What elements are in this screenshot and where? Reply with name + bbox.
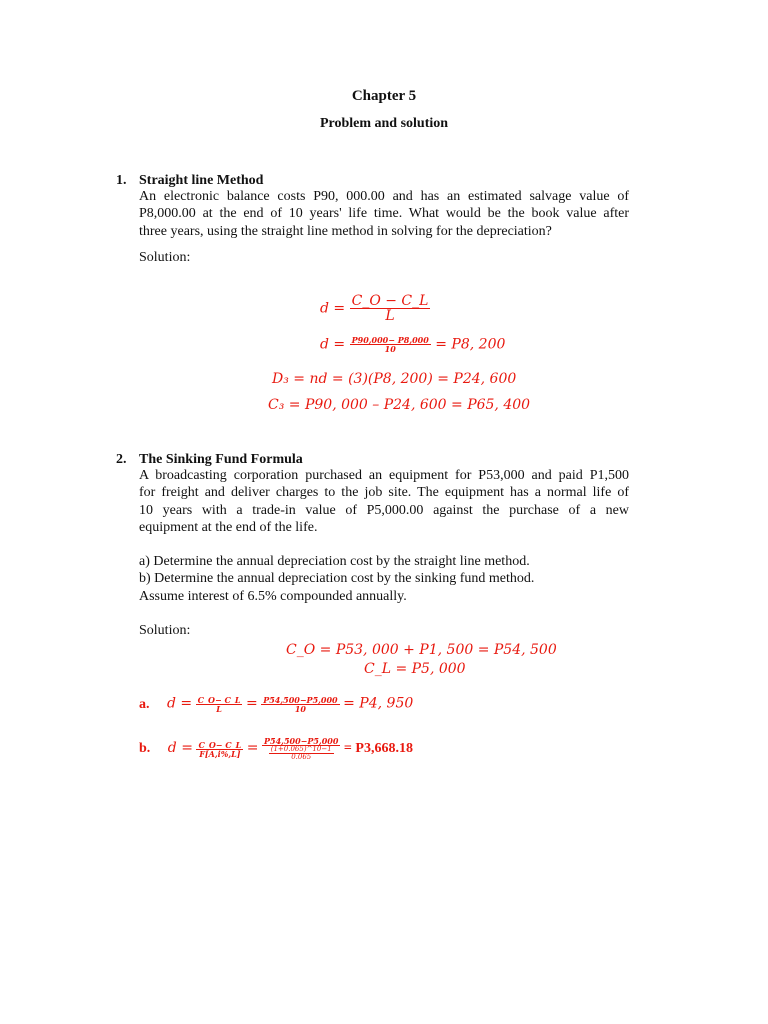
eq2-fraction (350, 336, 431, 353)
equation-salvage-value: C_L = P5, 000 (364, 661, 466, 677)
section-1-heading (116, 173, 263, 189)
equation-first-cost: C_O = P53, 000 + P1, 500 = P54, 500 (286, 642, 557, 658)
part-b-label: b. (139, 741, 151, 757)
part-b-inner-den: 0.065 (291, 753, 312, 761)
part-b-result: = P3,668.18 (343, 741, 413, 757)
eq2-numerator: P90,000− P8,000 (351, 335, 429, 345)
eq1-fraction (350, 294, 431, 323)
section-1-title: Straight line Method (139, 173, 264, 188)
part-a-result: = P4, 950 (343, 695, 414, 712)
part-b-lhs: d = (167, 740, 193, 757)
page-subtitle: Problem and solution (319, 116, 449, 131)
paragraph-line: An electronic balance costs P90, 000.00 and has an estimated salvage value of (139, 189, 629, 204)
eq1-denominator: L (385, 308, 395, 324)
page-title: Chapter 5 (351, 88, 417, 104)
section-2-title: The Sinking Fund Formula (139, 452, 303, 467)
eq2-denominator: 10 (384, 344, 396, 354)
part-a-num-1: C_O− C_L (197, 695, 241, 705)
question-line: Assume interest of 6.5% compounded annually. (139, 588, 407, 604)
part-b-num-1: C_O− C_L (198, 739, 242, 750)
eq2-lhs: d = (320, 336, 346, 353)
equation-depreciation-value (320, 336, 505, 353)
section-2-questions (139, 553, 629, 605)
part-a-equation: a. d = $\frac{C\_O- C\_L}{L}$ = $\frac{P54,500-P5,000}{10}$ = P4, 950 (139, 695, 414, 714)
part-b-equation: b. d = $\frac{C\_O- C\_L}{F[A,i\%,L]}$ = $\frac{P54,500-P5,000}{\frac{(1+0.065)\^{}10-1}{0.065}}$ = P3,668.18 (139, 736, 413, 761)
question-line: a) Determine the annual depreciation cost by the straight line method. (139, 554, 530, 569)
part-b-num-2: P54,500−P5,000 (264, 736, 339, 746)
section-1-paragraph (139, 188, 629, 240)
equation-depreciation-formula (320, 294, 430, 323)
part-b-fraction-2 (262, 737, 340, 761)
paragraph-line: A broadcasting corporation purchased an equipment for P53,000 and paid P1,500 (139, 468, 629, 483)
section-2-solution-label: Solution: (139, 623, 191, 638)
paragraph-line: three years, using the straight line method in solving for the depreciation? (139, 223, 552, 239)
part-a-lhs: d = (167, 695, 193, 712)
part-b-den-2 (262, 746, 340, 761)
part-a-den-2: 10 (294, 704, 306, 714)
paragraph-line: equipment at the end of the life. (139, 519, 318, 535)
part-a-fraction-2 (261, 696, 339, 713)
section-2-paragraph (139, 467, 629, 536)
part-b-inner-fraction (269, 746, 334, 761)
section-2-heading (116, 452, 303, 468)
part-b-den-1: F[A,i%,L] (199, 748, 241, 759)
paragraph-line: 10 years with a trade-in value of P5,000.00 against the purchase of a new (139, 502, 629, 518)
section-1-solution-label: Solution: (139, 250, 191, 265)
paragraph-line: for freight and deliver charges to the job site. The equipment has a normal life of (139, 485, 629, 501)
question-line: b) Determine the annual depreciation cost by the sinking fund method. (139, 571, 535, 587)
eq1-lhs: d = (320, 300, 346, 317)
part-a-num-2: P54,500−P5,000 (263, 695, 338, 705)
equation-total-depreciation: D₃ = nd = (3)(P8, 200) = P24, 600 (272, 371, 517, 387)
part-a-fraction-1 (196, 696, 243, 713)
eq2-result: = P8, 200 (435, 336, 506, 353)
paragraph-line: P8,000.00 at the end of 10 years' life time. What would be the book value after (139, 206, 629, 222)
part-b-inner-num: (1+0.065)^10−1 (270, 745, 332, 753)
section-1-number: 1. (116, 173, 127, 188)
section-2-number: 2. (116, 452, 127, 467)
equation-book-value: C₃ = P90, 000 – P24, 600 = P65, 400 (268, 397, 531, 413)
part-b-fraction-1 (196, 741, 243, 758)
part-a-den-1: L (216, 704, 222, 714)
part-a-label: a. (139, 696, 150, 712)
eq1-numerator: C_O − C_L (351, 293, 429, 309)
